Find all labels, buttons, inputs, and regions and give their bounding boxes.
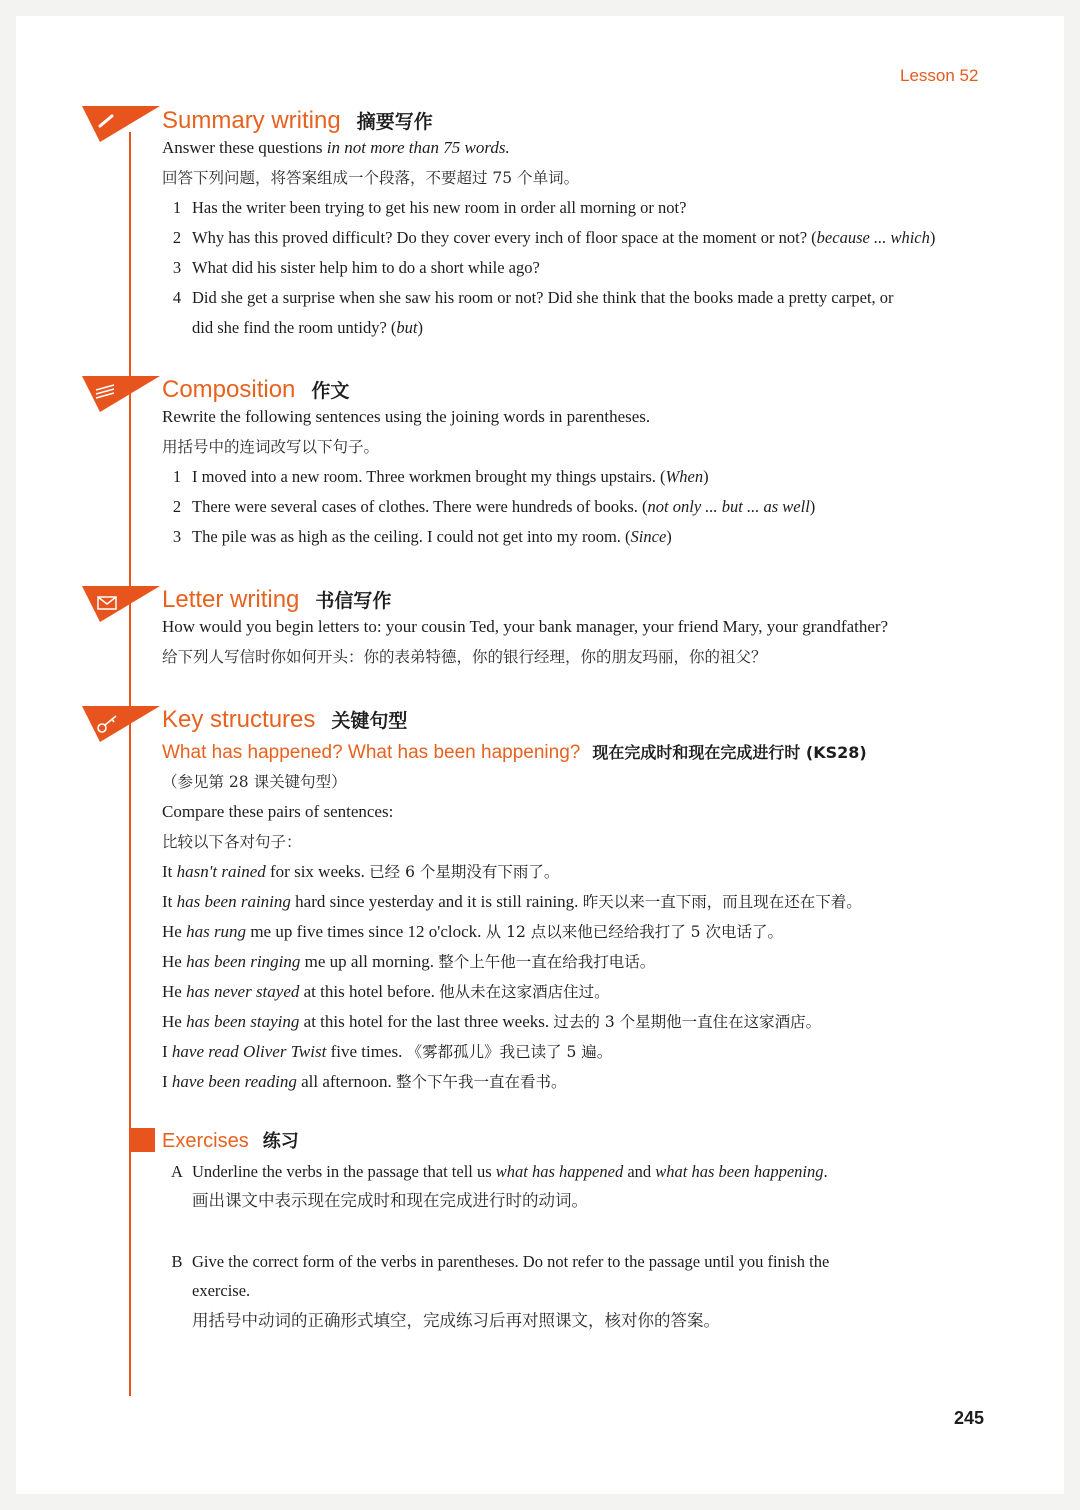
composition-instruction: Rewrite the following sentences using the joining words in parentheses.	[162, 407, 651, 426]
exercise-b-continued: exercise.	[192, 1281, 251, 1300]
summary-question-continued: did she find the room untidy? (but)	[192, 318, 423, 337]
composition-item: 3 The pile was as high as the ceiling. I could not get into my room. (Since)	[172, 527, 672, 546]
key-compare: Compare these pairs of sentences:	[162, 802, 394, 821]
letter-text-zh: 给下列人写信时你如何开头：你的表弟特德，你的银行经理，你的朋友玛丽，你的祖父？	[162, 648, 767, 666]
key-subtitle: What has happened? What has been happening? 现在完成时和现在完成进行时 (KS28)	[162, 742, 867, 763]
lesson-label: Lesson 52	[900, 66, 979, 85]
key-compare-zh: 比较以下各对句子：	[162, 833, 302, 851]
summary-question: 4 Did she get a surprise when she saw his room or not? Did she think that the books made a pretty carpet, or	[172, 288, 894, 307]
page-number: 245	[954, 1408, 985, 1428]
letter-flag	[82, 584, 162, 624]
summary-instruction-zh: 回答下列问题，将答案组成一个段落，不要超过 75 个单词。	[162, 169, 580, 187]
exercise-a: A Underline the verbs in the passage that tell us what has happened and what has been happening.	[171, 1162, 828, 1181]
summary-instruction: Answer these questions in not more than 75 words.	[162, 138, 510, 157]
composition-flag	[82, 374, 162, 414]
example-sentence: It has been raining hard since yesterday and it is still raining. 昨天以来一直下雨，而且现在还在下着。	[162, 892, 862, 911]
composition-item: 2 There were several cases of clothes. There were hundreds of books. (not only ... but ... as well)	[172, 497, 816, 516]
example-sentence: I have read Oliver Twist five times. 《雾都孤儿》我已读了 5 遍。	[162, 1042, 613, 1061]
example-sentence: It hasn't rained for six weeks. 已经 6 个星期没有下雨了。	[162, 862, 560, 881]
exercise-b: B Give the correct form of the verbs in parentheses. Do not refer to the passage until you finish the	[171, 1252, 830, 1271]
key-title: Key structures 关键句型	[162, 706, 408, 733]
summary-question: 3 What did his sister help him to do a short while ago?	[172, 258, 540, 277]
key-flag	[82, 704, 162, 744]
composition-title: Composition 作文	[162, 376, 350, 403]
exercises-marker	[129, 1128, 155, 1152]
summary-question: 2 Why has this proved difficult? Do they cover every inch of floor space at the moment or not? (because ... which)	[172, 228, 936, 247]
exercise-b-zh: 用括号中动词的正确形式填空，完成练习后再对照课文，核对你的答案。	[192, 1311, 720, 1330]
example-sentence: I have been reading all afternoon. 整个下午我一直在看书。	[162, 1072, 567, 1091]
key-see-reference: （参见第 28 课关键句型）	[162, 773, 347, 791]
composition-instruction-zh: 用括号中的连词改写以下句子。	[162, 438, 380, 456]
exercises-title: Exercises 练习	[162, 1130, 299, 1152]
summary-flag	[82, 104, 162, 144]
summary-title: Summary writing 摘要写作	[162, 107, 433, 134]
example-sentence: He has rung me up five times since 12 o'clock. 从 12 点以来他已经给我打了 5 次电话了。	[162, 922, 783, 941]
summary-question: 1 Has the writer been trying to get his new room in order all morning or not?	[172, 198, 687, 217]
composition-item: 1 I moved into a new room. Three workmen brought my things upstairs. (When)	[172, 467, 709, 486]
example-sentence: He has been staying at this hotel for the last three weeks. 过去的 3 个星期他一直住在这家酒店。	[162, 1012, 822, 1031]
exercise-a-zh: 画出课文中表示现在完成时和现在完成进行时的动词。	[192, 1191, 588, 1210]
margin-rule	[129, 132, 131, 1396]
letter-text: How would you begin letters to: your cousin Ted, your bank manager, your friend Mary, your grandfather?	[162, 617, 889, 636]
letter-title: Letter writing 书信写作	[162, 586, 392, 613]
example-sentence: He has never stayed at this hotel before. 他从未在这家酒店住过。	[162, 982, 610, 1001]
example-sentence: He has been ringing me up all morning. 整个上午他一直在给我打电话。	[162, 952, 656, 971]
